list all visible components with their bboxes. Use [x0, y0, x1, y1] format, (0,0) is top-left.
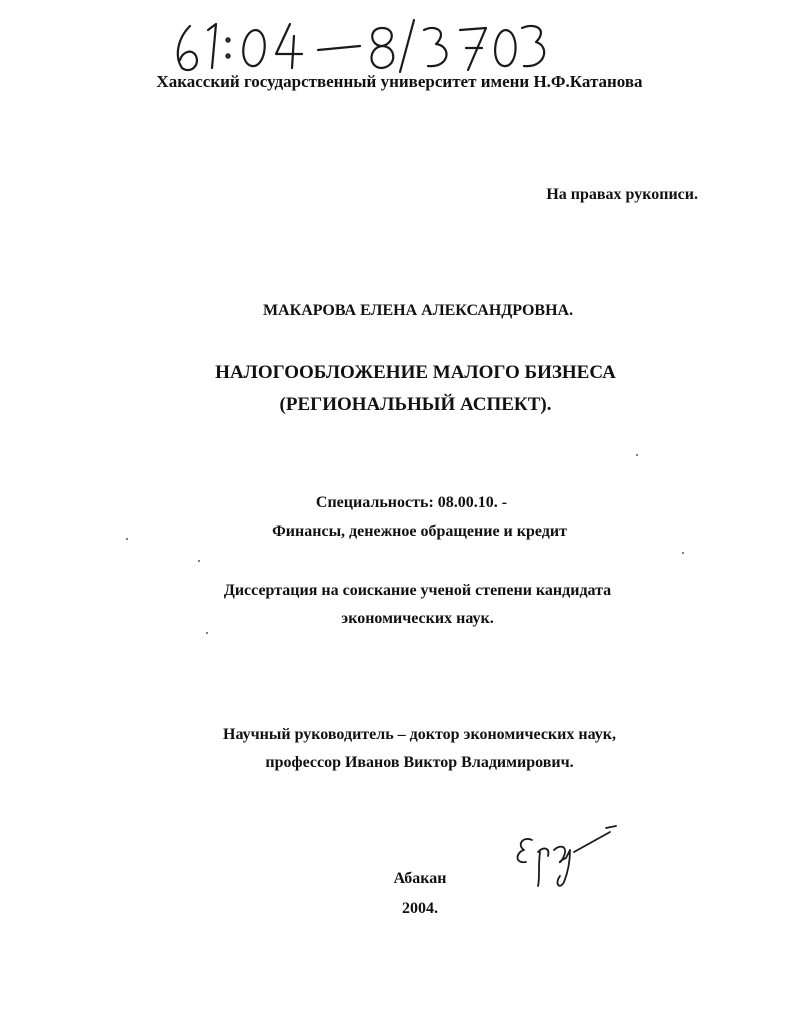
specialty-code: Специальность: 08.00.10. -: [315, 494, 508, 511]
scan-speck: [198, 560, 200, 562]
title-line-2: (РЕГИОНАЛЬНЫЙ АСПЕКТ).: [279, 394, 552, 415]
scan-speck: [682, 552, 684, 554]
supervisor-line-2: профессор Иванов Виктор Владимирович.: [265, 754, 574, 771]
dissertation-degree-line-2: экономических наук.: [341, 610, 494, 627]
university-name: Хакасский государственный университет имени Н.Ф.Катанова: [156, 72, 643, 91]
scan-speck: [636, 454, 638, 456]
rights-notice: На правах рукописи.: [546, 186, 698, 203]
dissertation-degree-line-1: Диссертация на соискание ученой степени кандидата: [223, 582, 612, 599]
specialty-name: Финансы, денежное обращение и кредит: [272, 523, 567, 540]
signature-scribble: [510, 822, 620, 892]
title-line-1: НАЛОГООБЛОЖЕНИЕ МАЛОГО БИЗНЕСА: [215, 362, 616, 383]
city: Абакан: [393, 870, 447, 887]
supervisor-line-1: Научный руководитель – доктор экономических наук,: [223, 726, 616, 743]
year: 2004.: [402, 900, 438, 917]
author-name: МАКАРОВА ЕЛЕНА АЛЕКСАНДРОВНА.: [262, 302, 574, 319]
scan-speck: [206, 632, 208, 634]
scan-speck: [126, 538, 128, 540]
archive-number-handwriting: [168, 16, 548, 76]
